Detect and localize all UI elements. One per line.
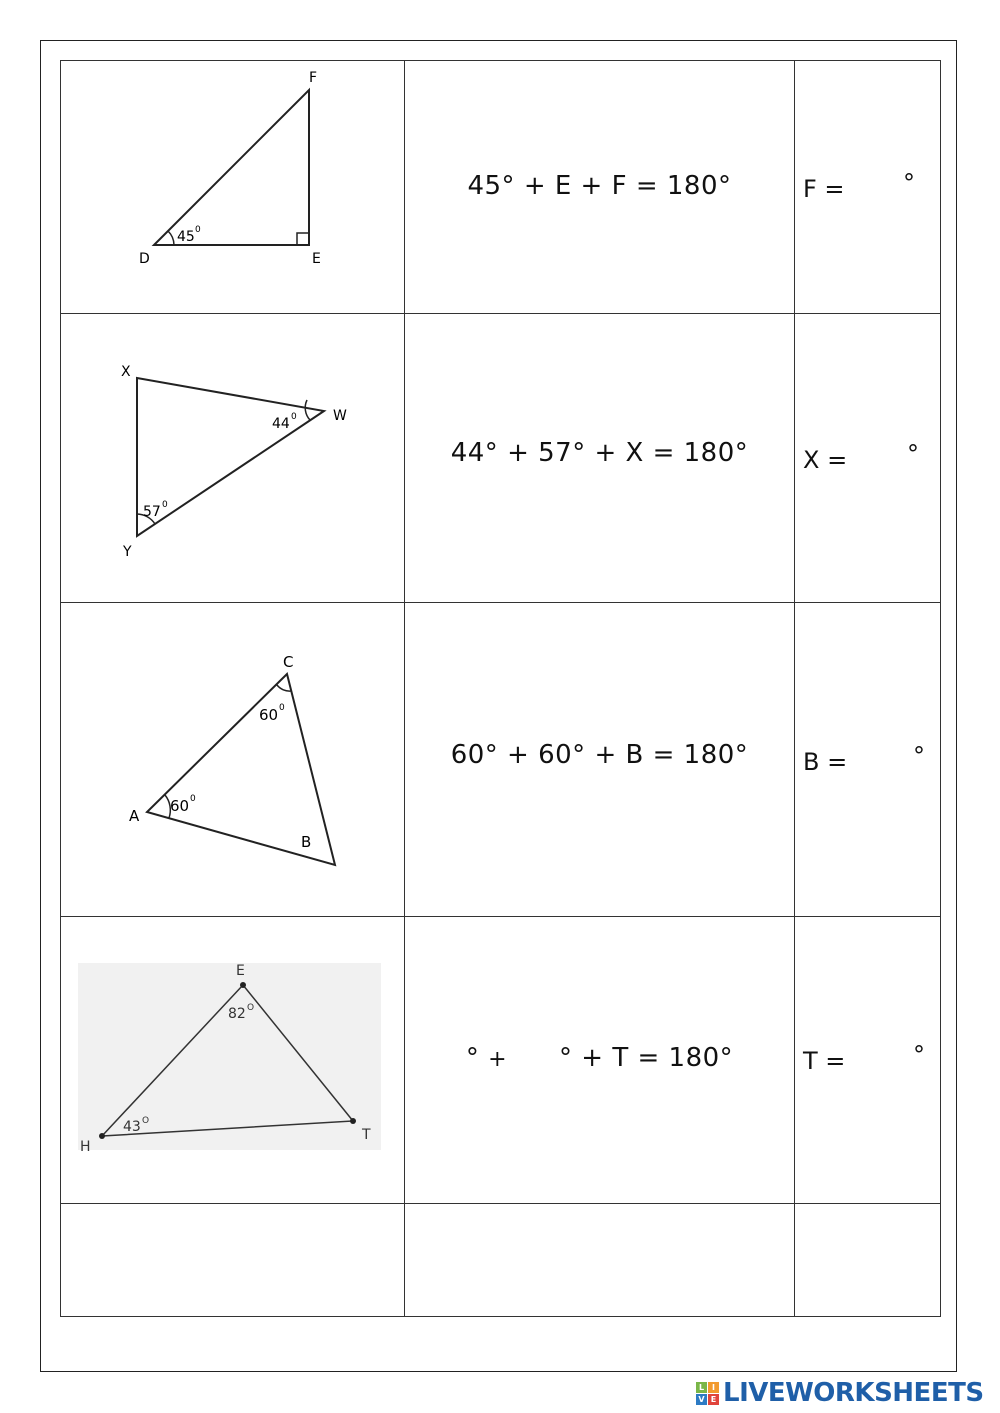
angle-a-label: 60 <box>170 797 190 815</box>
vertex-e: E <box>312 251 321 267</box>
row2-answer-cell <box>794 313 941 603</box>
row3-answer-label: B = <box>803 748 848 776</box>
angle-e-sup: O <box>247 1003 255 1013</box>
vertex-w: W <box>333 408 347 424</box>
row3-figure-cell <box>60 602 405 917</box>
row5-answer-cell <box>794 1203 941 1317</box>
row4-equation <box>466 1043 733 1073</box>
angle-e-label: 82 <box>228 1006 246 1022</box>
vertex-a: A <box>129 807 140 825</box>
vertex-e-4: E <box>236 963 245 979</box>
row2-answer-unit: ° <box>907 440 919 468</box>
row1-figure-cell <box>60 60 405 314</box>
angle-w-sup: 0 <box>291 412 297 422</box>
row4-equation-cell <box>404 916 795 1204</box>
row2-figure-cell <box>60 313 405 603</box>
angle-y-label: 57 <box>143 504 161 520</box>
liveworksheets-logo <box>696 1378 984 1408</box>
vertex-x: X <box>121 364 131 380</box>
row1-equation: 45° + E + F = 180° <box>467 171 732 201</box>
row4-answer-unit: ° <box>913 1041 925 1069</box>
row2-answer-label: X = <box>803 446 848 474</box>
row3-answer-unit: ° <box>913 742 925 770</box>
angle-w-label: 44 <box>272 416 290 432</box>
row3-equation-cell <box>404 602 795 917</box>
row5-figure-cell <box>60 1203 405 1317</box>
row2-equation: 44° + 57° + X = 180° <box>450 438 749 468</box>
row4-first-degree: ° <box>465 1043 480 1073</box>
angle-d-label: 45 <box>177 229 195 245</box>
row4-answer-cell <box>794 916 941 1204</box>
brand-name: LIVEWORKSHEETS <box>723 1378 984 1408</box>
logo-grid-icon: L I V E <box>696 1382 719 1405</box>
row4-equation-tail: ° + T = 180° <box>559 1043 734 1073</box>
vertex-f: F <box>309 70 318 86</box>
triangle-cab <box>61 603 404 916</box>
row4-figure-cell <box>60 916 405 1204</box>
vertex-b: B <box>301 833 312 851</box>
angle-c-sup: 0 <box>279 703 285 713</box>
angle-c-label: 60 <box>259 706 279 724</box>
row1-answer-cell <box>794 60 941 314</box>
row1-answer-label: F = <box>803 175 845 203</box>
angle-a-sup: 0 <box>190 794 196 804</box>
triangle-xwy <box>61 314 404 602</box>
row4-plus: + <box>488 1047 508 1072</box>
row1-equation-cell <box>404 60 795 314</box>
row4-answer-label: T = <box>803 1047 846 1075</box>
vertex-d: D <box>139 251 150 267</box>
vertex-t: T <box>362 1127 371 1143</box>
right-triangle-def <box>61 61 404 313</box>
vertex-c: C <box>283 653 294 671</box>
triangle-eht <box>61 917 404 1203</box>
angle-y-sup: 0 <box>162 500 168 510</box>
vertex-y: Y <box>123 544 132 560</box>
row5-equation-cell <box>404 1203 795 1317</box>
vertex-h: H <box>80 1139 91 1155</box>
row3-answer-cell <box>794 602 941 917</box>
row2-equation-cell <box>404 313 795 603</box>
angle-h-sup: O <box>142 1116 150 1126</box>
angle-h-label: 43 <box>123 1119 141 1135</box>
row3-equation: 60° + 60° + B = 180° <box>450 739 749 770</box>
row1-answer-unit: ° <box>903 169 915 197</box>
angle-d-sup: 0 <box>195 225 201 235</box>
